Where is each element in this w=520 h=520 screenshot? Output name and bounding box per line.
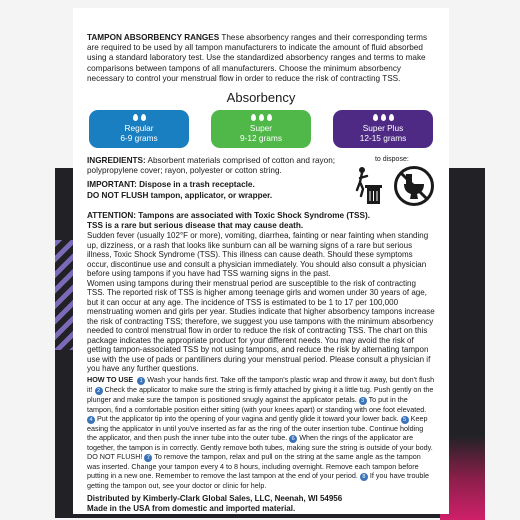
level-super xyxy=(211,110,311,148)
ranges-text: These absorbency ranges and their corresponding terms are required to be used by all tampon manufacturers to indicate the amount of fluid absorbed using a standard laboratory test. Use the standardized absorbency ranges and terms to make comparisons between tampons of all manufacturers. Choose the minimum absorbency necessary to control your menstrual flow in order to reduce the risk of contracting TSS. xyxy=(87,33,428,83)
ingredients-block xyxy=(87,156,347,207)
drop-icon xyxy=(141,114,146,121)
ingredients-paragraph xyxy=(87,156,347,176)
step-number-6: 6 xyxy=(289,435,297,443)
drops-icon xyxy=(211,114,311,123)
level-name: Super xyxy=(249,123,273,134)
drop-icon xyxy=(373,114,378,121)
dispose-label: to dispose: xyxy=(374,156,409,164)
drop-icon xyxy=(133,114,138,121)
drop-icon xyxy=(267,114,272,121)
level-regular xyxy=(89,110,189,148)
step-number-3: 3 xyxy=(359,397,367,405)
howto-step: Keep easing the applicator in until you've inserted as far as the ring of the outer insertion tube. Continue holding the applicator, and then push the inner tube into the outer tube. xyxy=(87,413,428,442)
howto-step: If you have trouble getting the tampon out, see your doctor or clinic for help. xyxy=(87,470,430,490)
level-name: Regular xyxy=(124,123,154,134)
important-line2: DO NOT FLUSH tampon, applicator, or wrapper. xyxy=(87,190,273,200)
level-range: 6-9 grams xyxy=(120,132,158,143)
distributor-line1: Distributed by Kimberly-Clark Global Sales, LLC, Neenah, WI 54956 xyxy=(87,493,343,503)
important-line1: IMPORTANT: Dispose in a trash receptacle. xyxy=(87,180,255,190)
howto-step: Check the applicator to make sure the string is firmly attached by giving it a little tug. Push gently on the plunger and make sure the tampon is positioned snugly against the applicator petals. xyxy=(87,384,434,404)
step-number-8: 8 xyxy=(360,473,368,481)
attention-line1: ATTENTION: Tampons are associated with Toxic Shock Syndrome (TSS). xyxy=(87,211,370,221)
level-range: 9-12 grams xyxy=(240,132,282,143)
drops-icon xyxy=(333,114,433,123)
step-number-5: 5 xyxy=(401,416,409,424)
absorbency-ranges-paragraph xyxy=(87,33,435,84)
attention-line2: TSS is a rare but serious disease that may cause death. xyxy=(87,221,304,231)
drop-icon xyxy=(251,114,256,121)
howto-step: When the rings of the applicator are together, the tampon is in correctly. Gently remove both tubes, making sure the string is outside of your body. DO NOT FLUSH! xyxy=(87,432,433,461)
important-notice xyxy=(87,180,347,200)
drop-icon xyxy=(259,114,264,121)
drop-icon xyxy=(381,114,386,121)
distributor-info xyxy=(87,494,435,514)
howto-step: To put in the tampon, find a comfortable position either sitting (with your knees apart) or standing with one foot elevated. xyxy=(87,394,427,414)
distributor-line2: Made in the USA from domestic and imported material. xyxy=(87,503,296,513)
level-range: 12-15 grams xyxy=(359,132,407,143)
ingredients-dispose-row xyxy=(87,156,435,207)
step-number-4: 4 xyxy=(87,416,95,424)
drop-icon xyxy=(389,114,394,121)
howto-step: To remove the tampon, relax and pull on the string at the same angle as the tampon was inserted. Change your tampon every 4 to 8 hours, including overnight. Remove each tampon before putting in a new one. Remember to remove the last tampon at the end of your period. xyxy=(87,451,421,480)
level-super-plus xyxy=(333,110,433,148)
dispose-block xyxy=(347,156,435,207)
level-name: Super Plus xyxy=(362,123,404,134)
tss-symptoms-text: Sudden fever (usually 102°F or more), vomiting, diarrhea, fainting or near fainting when standing up, dizziness, or a rash that looks like sunburn can all be warning signs of a rare but serious illness, Toxic Shock Syndrome (TSS). This illness can cause death. Should these symptoms occur, discontinue use and consult a physician immediately. You should also consult a physician before using tampons if you have had TSS warning signs in the past. xyxy=(87,231,429,279)
trash-receptacle-icon xyxy=(349,166,385,206)
how-to-use-text xyxy=(87,375,435,490)
step-number-1: 1 xyxy=(137,377,145,385)
tss-risk-text: Women using tampons during their menstrual period are susceptible to the risk of contracting TSS. The reported risk of TSS is higher among teenage girls and women under 30 years of age, but it can occur at any age. The incidence of TSS is estimated to be 1 to 17 per 100,000 menstruating women and girls per year. Studies indicate that higher absorbency tampons increase the risk of contracting TSS; therefore, we suggest you use tampons with the minimum absorbency needed to control menstrual flow in order to reduce the risk of contracting TSS. The chart on this package indicates the appropriate product for your different needs. You may avoid the risk of getting tampon-associated TSS by not using tampons, and reduce the risk by alternating tampon use with the use of pads or pantiliners during your menstrual period. Please consult a physician if you have any further questions. xyxy=(87,278,435,374)
step-number-2: 2 xyxy=(95,387,103,395)
absorbency-levels xyxy=(87,110,435,148)
drops-icon xyxy=(89,114,189,123)
howto-heading: HOW TO USE xyxy=(87,374,134,384)
ingredients-heading: INGREDIENTS: xyxy=(87,156,146,166)
label-panel xyxy=(73,8,449,514)
step-number-7: 7 xyxy=(144,454,152,462)
ranges-heading: TAMPON ABSORBENCY RANGES xyxy=(87,33,220,42)
no-flush-toilet-icon xyxy=(393,165,435,207)
howto-step: Wash your hands first. Take off the tampon's plastic wrap and throw it away, but don't flush it! xyxy=(87,374,435,394)
absorbency-title: Absorbency xyxy=(226,90,296,106)
attention-notice xyxy=(87,211,435,231)
ingredients-text: Absorbent materials comprised of cotton and rayon; polypropylene cover; rayon, polyester or cotton string. xyxy=(87,156,336,176)
dispose-icons xyxy=(349,165,435,207)
howto-step: Put the applicator tip into the opening of your vagina and gently glide it toward your lower back. xyxy=(97,413,399,423)
